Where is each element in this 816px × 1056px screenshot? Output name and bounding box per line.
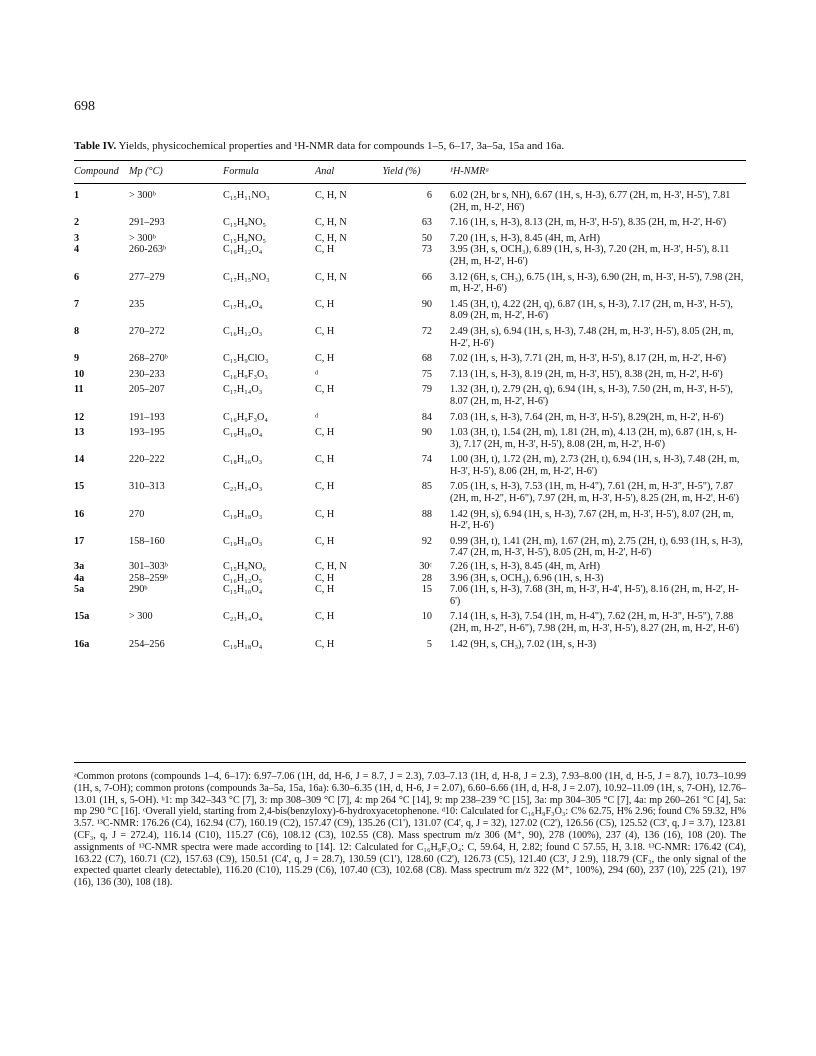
formula-cell: C₁₉H₁₈O₃ [223,508,263,520]
table-row [74,380,746,407]
table-row [74,635,746,651]
anal-cell: C, H, N [315,561,347,573]
table-row [74,423,746,450]
header-rule [74,183,746,184]
nmr-cell: 7.03 (1H, s, H-3), 7.64 (2H, m, H-3', H-5'), 8.29(2H, m, H-2', H-6') [450,411,724,423]
formula-cell: C₁₇H₁₅NO₃ [223,271,270,283]
mp-cell: > 300 [129,611,153,623]
anal-cell: C, H, N [315,232,347,244]
mp-cell: 291–293 [129,217,165,229]
compound-id: 3 [74,232,80,244]
formula-cell: C₁₉H₁₈O₄ [223,427,263,439]
table-row [74,607,746,634]
table-bottom-rule [74,762,746,763]
anal-cell: C, H [315,427,335,439]
nmr-cell: 1.32 (3H, t), 2.79 (2H, q), 6.94 (1H, s, H-3), 7.50 (2H, m, H-3', H-5'), 8.07 (2H, m, H-2', H-6') [450,384,733,407]
nmr-cell: 6.02 (2H, br s, NH), 6.67 (1H, s, H-3), 6.77 (2H, m, H-3', H-5'), 7.81 (2H, m, H-2', H6') [450,190,731,213]
yield-cell: 28 [421,572,432,584]
yield-cell: 79 [421,384,432,396]
nmr-cell: 7.26 (1H, s, H-3), 8.45 (4H, m, ArH) [450,561,600,573]
compound-id: 6 [74,271,80,283]
mp-cell: > 300ᵇ [129,232,156,244]
mp-cell: 230–233 [129,368,165,380]
mp-cell: > 300ᵇ [129,190,156,201]
compound-id: 4 [74,244,80,256]
compound-id: 15 [74,481,85,493]
anal-cell: C, H [315,244,335,256]
formula-cell: C₁₉H₁₈O₄ [223,638,263,650]
nmr-cell: 1.03 (3H, t), 1.54 (2H, m), 1.81 (2H, m), 4.13 (2H, m), 6.87 (1H, s, H-3), 7.17 (2H, m, H-3', H-5'), 8.08 (2H, m, H-2', H-6') [450,427,737,450]
yield-cell: 90 [421,298,432,310]
table-row [74,190,746,213]
formula-cell: C₁₇H₁₄O₃ [223,384,263,396]
yield-cell: 68 [421,353,432,365]
anal-cell: C, H, N [315,217,347,229]
table-row [74,505,746,532]
anal-cell: ᵈ [315,368,319,380]
anal-cell: C, H [315,384,335,396]
data-table-body [74,190,746,650]
anal-cell: C, H [315,611,335,623]
yield-cell: 63 [421,217,432,229]
data-table [74,190,746,650]
mp-cell: 254–256 [129,638,165,650]
compound-id: 12 [74,411,85,423]
yield-cell: 15 [421,584,432,596]
compound-id: 16a [74,638,90,650]
compound-id: 8 [74,325,80,337]
nmr-cell: 7.14 (1H, s, H-3), 7.54 (1H, m, H-4"), 7.62 (2H, m, H-3", H-5"), 7.88 (2H, m, H-2", H-6"), 7.98 (2H, m, H-3', H-5'), 8.27 (2H, m, H-2', H-6') [450,611,739,634]
anal-cell: C, H [315,584,335,596]
compound-id: 7 [74,298,80,310]
nmr-cell: 2.49 (3H, s), 6.94 (1H, s, H-3), 7.48 (2H, m, H-3', H-5'), 8.05 (2H, m, H-2', H-6') [450,325,734,349]
mp-cell: 235 [129,298,145,310]
footnotes: ᵃCommon protons (compounds 1–4, 6–17): 6.97–7.06 (1H, dd, H-6, J = 8.7, J = 2.3), 7.03–7.13 (1H, d, H-8, J = 2.3), 7.93–8.00 (1H, d, H-5, J = 8.7), 10.73–10.99 (1H, s, 7-OH); common protons (compounds 3a–5a, 15a, 16a): 6.30–6.35 (1H, d, H-6, J = 2.07), 6.60–6.66 (1H, d, H-8, J = 2.07), 10.92–11.09 (1H, s, 7-OH), 12.76–13.01 (1H, s, 5-OH). ᵇ1: mp 342–343 °C [7], 3: mp 308–309 °C [7], 4: mp 264 °C [14], 9: mp 238–239 °C [15], 3a: mp 304–305 °C [7], 4a: mp 260–261 °C [4], 5a: mp 290 °C [16]. ᶜOverall yield, starting from 2,4-bis(benzyloxy)-6-hydroxyacetophenone. ᵈ10: Calculated for C₁₆H₉F₃O₃: C% 62.75, H% 2.96; found C% 59.32, H% 3.57. ¹³C-NMR: 176.26 (C4), 162.94 (C7), 160.19 (C2), 157.47 (C9), 135.26 (C1'), 131.07 (C4', q, J = 32), 127.02 (C2'), 126.56 (C5), 125.52 (C3', q, J = 3.7), 123.81 (CF₃, q, J = 272.4), 116.14 (C10), 115.27 (C6), 108.12 (C3), 102.55 (C8). Mass spectrum m/z 306 (M⁺, 90), 278 (100%), 237 (4), 136 (16), 108 (20). The assignments of ¹³C-NMR spectra were made according to [14]. 12: Calculated for C₁₆H₉F₃O₄: C, 59.64, H, 2.82; found C 57.55, H, 3.18. ¹³C-NMR: 176.42 (C4), 163.22 (C7), 160.71 (C2), 157.63 (C9), 150.51 (C4', q, J = 28.7), 130.59 (C1'), 128.60 (C2'), 126.73 (C5), 121.40 (C3', J 2.9), 118.79 (CF₃, the only signal of the expected quartet clearly detectable), 116.20 (C10), 115.29 (C6), 107.40 (C3), 102.68 (C8). Mass spectrum m/z 322 (M⁺, 100%), 294 (60), 237 (10), 225 (21), 197 (16), 136 (30), 108 (18). [74,771,746,889]
compound-id: 11 [74,384,84,396]
anal-cell: C, H, N [315,190,347,201]
caption-text: Yields, physicochemical properties and ¹H-NMR data for compounds 1–5, 6–17, 3a–5a, 15a and 16a. [118,140,565,152]
formula-cell: C₁₅H₁₀O₄ [223,584,263,596]
formula-cell: C₁₅H₉NO₅ [223,232,267,244]
mp-cell: 301–303ᵇ [129,561,168,573]
mp-cell: 270 [129,508,145,520]
table-top-rule [74,160,746,161]
mp-cell: 268–270ᵇ [129,353,168,365]
table-row [74,268,746,295]
nmr-cell: 7.06 (1H, s, H-3), 7.68 (3H, m, H-3', H-4', H-5'), 8.16 (2H, m, H-2', H-6') [450,584,739,607]
nmr-cell: 7.16 (1H, s, H-3), 8.13 (2H, m, H-3', H-5'), 8.35 (2H, m, H-2', H-6') [450,217,727,229]
mp-cell: 191–193 [129,411,165,423]
mp-cell: 310–313 [129,481,165,493]
table-row [74,408,746,424]
anal-cell: C, H [315,508,335,520]
table-row [74,244,746,267]
nmr-cell: 7.02 (1H, s, H-3), 7.71 (2H, m, H-3', H-5'), 8.17 (2H, m, H-2', H-6') [450,353,727,365]
header-yield: Yield (%) [382,166,421,177]
compound-id: 13 [74,427,85,439]
anal-cell: C, H [315,481,335,493]
mp-cell: 220–222 [129,454,165,466]
anal-cell: C, H [315,298,335,310]
yield-cell: 10 [421,611,432,623]
yield-cell: 84 [421,411,432,423]
anal-cell: C, H [315,535,335,547]
mp-cell: 277–279 [129,271,165,283]
yield-cell: 74 [421,454,432,466]
nmr-cell: 3.96 (3H, s, OCH₃), 6.96 (1H, s, H-3) [450,572,604,584]
compound-id: 10 [74,368,85,380]
mp-cell: 258–259ᵇ [129,572,168,584]
table-header [74,166,746,178]
mp-cell: 193–195 [129,427,165,439]
anal-cell: C, H [315,353,335,365]
anal-cell: ᵈ [315,411,319,423]
nmr-cell: 1.42 (9H, s), 6.94 (1H, s, H-3), 7.67 (2H, m, H-3', H-5'), 8.07 (2H, m, H-2', H-6') [450,508,734,532]
yield-cell: 72 [421,325,432,337]
compound-id: 1 [74,190,80,201]
nmr-cell: 7.20 (1H, s, H-3), 8.45 (4H, m, ArH) [450,232,600,244]
mp-cell: 290ᵇ [129,584,148,596]
header-nmr: ¹H-NMRᵃ [450,166,490,177]
formula-cell: C₁₇H₁₄O₄ [223,298,263,310]
table-row [74,450,746,477]
nmr-cell: 1.00 (3H, t), 1.72 (2H, m), 2.73 (2H, t), 6.94 (1H, s, H-3), 7.48 (2H, m, H-3', H-5'), 8.06 (2H, m, H-2', H-6') [450,454,740,477]
nmr-cell: 0.99 (3H, t), 1.41 (2H, m), 1.67 (2H, m), 2.75 (2H, t), 6.93 (1H, s, H-3), 7.47 (2H, m, H-3', H-5'), 8.05 (2H, m, H-2', H-6') [450,535,743,559]
nmr-cell: 1.45 (3H, t), 4.22 (2H, q), 6.87 (1H, s, H-3), 7.17 (2H, m, H-3', H-5'), 8.09 (2H, m, H-2', H-6') [450,298,733,322]
compound-id: 2 [74,217,80,229]
yield-cell: 6 [426,190,432,201]
anal-cell: C, H [315,454,335,466]
yield-cell: 90 [421,427,432,439]
formula-cell: C₁₅H₉NO₅ [223,217,267,229]
table-row [74,584,746,607]
compound-id: 14 [74,454,85,466]
yield-cell: 92 [421,535,432,547]
page-number: 698 [74,99,95,114]
yield-cell: 50 [421,232,432,244]
yield-cell: 73 [421,244,432,256]
nmr-cell: 7.13 (1H, s, H-3), 8.19 (2H, m, H-3', H5'), 8.38 (2H, m, H-2', H-6') [450,368,723,380]
yield-cell: 75 [421,368,432,380]
header-anal: Anal [315,166,335,177]
table-row [74,365,746,381]
header-mp: Mp (°C) [129,166,163,177]
compound-id: 17 [74,535,85,547]
mp-cell: 260-263ᵇ [129,244,167,256]
caption-label: Table IV. [74,140,117,152]
table-row [74,213,746,229]
table-row [74,559,746,573]
formula-cell: C₁₆H₁₂O₄ [223,244,263,256]
table-row [74,573,746,585]
mp-cell: 158–160 [129,535,165,547]
table-row [74,532,746,559]
compound-id: 5a [74,584,85,596]
compound-id: 3a [74,561,85,573]
formula-cell: C₁₅H₁₁NO₃ [223,190,270,201]
formula-cell: C₁₆H₁₂O₅ [223,572,263,584]
anal-cell: C, H, N [315,271,347,283]
nmr-cell: 3.95 (3H, s, OCH₃), 6.89 (1H, s, H-3), 7.20 (2H, m, H-3', H-5'), 8.11 (2H, m, H-2', H-6') [450,244,730,267]
table-row [74,322,746,349]
formula-cell: C₁₉H₁₈O₃ [223,535,263,547]
table-row [74,349,746,365]
formula-cell: C₁₅H₉ClO₃ [223,353,269,365]
yield-cell: 66 [421,271,432,283]
nmr-cell: 3.12 (6H, s, CH₃), 6.75 (1H, s, H-3), 6.90 (2H, m, H-3', H-5'), 7.98 (2H, m, H-2', H-6') [450,271,744,295]
compound-id: 9 [74,353,80,365]
yield-cell: 88 [421,508,432,520]
anal-cell: C, H [315,638,335,650]
yield-cell: 85 [421,481,432,493]
anal-cell: C, H [315,325,335,337]
formula-cell: C₂₁H₁₄O₃ [223,481,263,493]
formula-cell: C₁₆H₁₂O₃ [223,325,263,337]
formula-cell: C₁₆H₉F₃O₄ [223,411,268,423]
nmr-cell: 1.42 (9H, s, CH₃), 7.02 (1H, s, H-3) [450,638,597,650]
header-compound: Compound [74,166,119,177]
header-formula: Formula [223,166,259,177]
formula-cell: C₁₅H₉NO₆ [223,561,267,573]
nmr-cell: 7.05 (1H, s, H-3), 7.53 (1H, m, H-4"), 7.61 (2H, m, H-3", H-5"), 7.87 (2H, m, H-2", H-6"), 7.97 (2H, m, H-3', H-5'), 8.25 (2H, m, H-2', H-6') [450,481,739,505]
table-row [74,477,746,504]
compound-id: 15a [74,611,90,623]
mp-cell: 205–207 [129,384,165,396]
yield-cell: 5 [426,638,432,650]
mp-cell: 270–272 [129,325,165,337]
formula-cell: C₁₈H₁₆O₃ [223,454,263,466]
anal-cell: C, H [315,572,335,584]
compound-id: 4a [74,572,85,584]
formula-cell: C₁₆H₉F₃O₃ [223,368,268,380]
compound-id: 16 [74,508,85,520]
table-row [74,295,746,322]
table-caption [74,140,564,152]
yield-cell: 30ᶜ [419,561,432,573]
table-row [74,229,746,245]
formula-cell: C₂₁H₁₄O₄ [223,611,263,623]
